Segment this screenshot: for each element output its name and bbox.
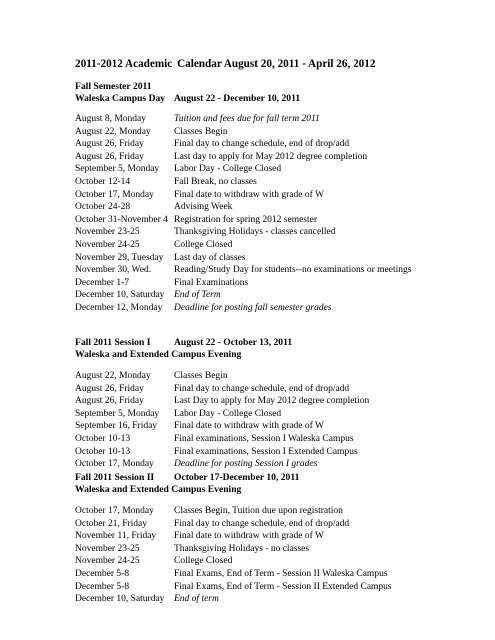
row-event: Final date to withdraw with grade of W: [174, 421, 324, 432]
row-date: December 10, Saturday: [75, 594, 165, 605]
row-date: October 12-14: [75, 176, 131, 187]
row-event: Final date to withdraw with grade of W: [174, 189, 324, 200]
section-heading: [75, 81, 152, 92]
row-date: December 5-8: [75, 581, 130, 592]
row-date: August 22, Monday: [75, 371, 151, 381]
row-event: Registration for spring 2012 semester: [174, 214, 318, 225]
row-event: Deadline for posting Session I grades: [174, 459, 318, 470]
row-date: October 21, Friday: [75, 518, 148, 529]
title-part2: Calendar August 20, 2011 - April 26, 2012: [177, 58, 376, 70]
row-event: Classes Begin: [174, 126, 228, 137]
row-date: October 17, Monday: [75, 506, 154, 516]
row-event: College Closed: [174, 556, 233, 567]
row-event: Tuition and fees due for fall term 2011: [174, 114, 320, 124]
row-event: Final day to change schedule, end of drop/add: [174, 139, 350, 150]
row-event: Advising Week: [174, 202, 233, 213]
row-date: November 24-25: [75, 239, 140, 250]
row-date: November 23-25: [75, 227, 140, 238]
row-date: December 12, Monday: [75, 302, 163, 313]
section-date-range: August 22 - December 10, 2011: [174, 93, 301, 104]
row-event: Thanksgiving Holidays - classes cancelled: [174, 227, 336, 238]
section-subheading: [75, 349, 241, 360]
section-subheading: [75, 93, 301, 104]
row-date: September 5, Monday: [75, 408, 160, 419]
row-event: Final date to withdraw with grade of W: [174, 531, 324, 542]
row-date: August 26, Friday: [75, 151, 144, 162]
row-date: September 5, Monday: [75, 164, 160, 175]
row-event: Thanksgiving Holidays - no classes: [174, 543, 310, 554]
section-title: Fall 2011 Session II: [75, 472, 155, 483]
row-event: Final day to change schedule, end of drop/add: [174, 518, 350, 529]
row-event: Last Day to apply for May 2012 degree completion: [174, 396, 370, 407]
row-date: December 10, Saturday: [75, 290, 165, 301]
row-event: College Closed: [174, 239, 233, 250]
row-event: Final day to change schedule, end of drop/add: [174, 383, 350, 394]
row-date: August 22, Monday: [75, 126, 151, 137]
title-part1: 2011-2012 Academic: [75, 58, 173, 70]
section-date-range: August 22 - October 13, 2011: [174, 337, 293, 348]
row-event: Classes Begin: [174, 371, 228, 381]
row-date: October 31-November 4: [75, 214, 168, 225]
row-event: End of Term: [174, 290, 221, 301]
section-campus: Waleska and Extended Campus Evening: [75, 349, 242, 360]
row-date: October 17, Monday: [75, 459, 154, 470]
section-title: Fall 2011 Session I: [75, 337, 151, 348]
section-heading: [75, 337, 293, 348]
row-date: December 5-8: [75, 568, 130, 579]
section-title: Fall Semester 2011: [75, 81, 152, 92]
row-date: November 11, Friday: [75, 531, 157, 542]
row-event: Final examinations, Session I Extended Campus: [174, 446, 358, 457]
row-event: Classes Begin, Tuition due upon registration: [174, 506, 343, 516]
row-event: Last day to apply for May 2012 degree completion: [174, 151, 368, 162]
row-date: November 23-25: [75, 543, 140, 554]
row-date: August 8, Monday: [75, 114, 146, 124]
row-event: Final Examinations: [174, 277, 249, 288]
row-date: August 26, Friday: [75, 139, 144, 150]
row-event: Labor Day - College Closed: [174, 408, 282, 419]
row-event: Final Exams, End of Term - Session II Waleska Campus: [174, 568, 388, 579]
row-date: October 24-28: [75, 202, 131, 213]
row-event: End of term: [174, 594, 219, 605]
row-event: Deadline for posting fall semester grades: [174, 302, 332, 313]
row-date: October 17, Monday: [75, 189, 154, 200]
row-date: September 16, Friday: [75, 421, 158, 432]
row-date: December 1-7: [75, 277, 130, 288]
row-event: Fall Break, no classes: [174, 176, 257, 187]
section-heading: [75, 472, 300, 483]
row-date: November 29, Tuesday: [75, 252, 164, 263]
page-title: [75, 58, 375, 70]
row-date: October 10-13: [75, 446, 131, 457]
section-campus: Waleska and Extended Campus Evening: [75, 484, 242, 495]
row-date: October 10-13: [75, 433, 131, 444]
row-event: Labor Day - College Closed: [174, 164, 282, 175]
row-date: August 26, Friday: [75, 396, 144, 407]
row-event: Final examinations, Session I Waleska Campus: [174, 433, 354, 444]
row-date: November 24-25: [75, 556, 140, 567]
row-date: November 30, Wed.: [75, 265, 152, 276]
section-date-range: October 17-December 10, 2011: [174, 472, 300, 483]
row-date: August 26, Friday: [75, 383, 144, 394]
section-subheading: [75, 484, 241, 495]
row-event: Reading/Study Day for students--no examinations or meetings: [174, 265, 412, 276]
row-event: Final Exams, End of Term - Session II Extended Campus: [174, 581, 392, 592]
row-event: Last day of classes: [174, 252, 246, 263]
section-campus: Waleska Campus Day: [75, 93, 166, 104]
